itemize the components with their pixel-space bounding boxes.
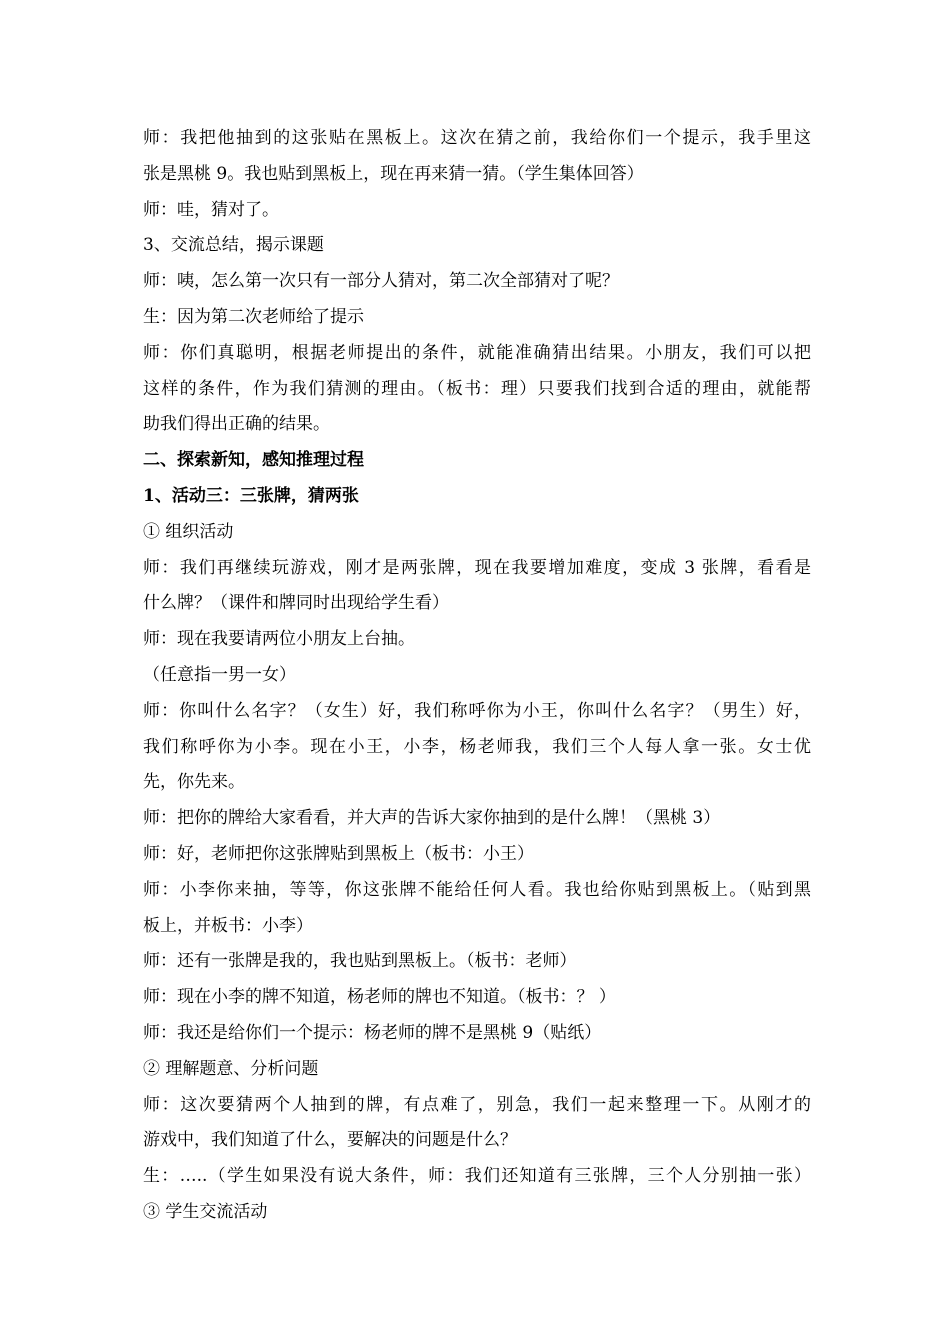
text-line: 我们称呼你为小李。现在小王，小李，杨老师我，我们三个人每人拿一张。女士优: [143, 736, 811, 757]
text-line: 师：好，老师把你这张牌贴到黑板上（板书：小王）: [143, 843, 534, 864]
text-line: 师：我还是给你们一个提示：杨老师的牌不是黑桃 9（贴纸）: [143, 1022, 602, 1043]
text-line: 师：我把他抽到的这张贴在黑板上。这次在猜之前，我给你们一个提示，我手里这: [143, 128, 811, 148]
subsection-heading: ③ 学生交流活动: [143, 1201, 268, 1222]
text-line: 师：现在我要请两位小朋友上台抽。: [143, 629, 415, 650]
text-line: 助我们得出正确的结果。: [143, 414, 330, 435]
text-line: 师：把你的牌给大家看看，并大声的告诉大家你抽到的是什么牌！（黑桃 3）: [143, 808, 721, 829]
section-heading: 3、交流总结，揭示课题: [143, 235, 324, 256]
text-line: 什么牌？（课件和牌同时出现给学生看）: [143, 593, 449, 614]
text-line: 先，你先来。: [143, 772, 245, 793]
text-line: 张是黑桃 9。我也贴到黑板上，现在再来猜一猜。（学生集体回答）: [143, 163, 644, 184]
text-line: 这样的条件，作为我们猜测的理由。（板书：理）只要我们找到合适的理由，就能帮: [143, 378, 811, 399]
document-page: [143, 121, 811, 1231]
text-line: 师：还有一张牌是我的，我也贴到黑板上。（板书：老师）: [143, 951, 577, 972]
text-line: 板上，并板书：小李）: [143, 915, 313, 936]
text-line: 生：因为第二次老师给了提示: [143, 306, 364, 327]
text-line: 师：这次要猜两个人抽到的牌，有点难了，别急，我们一起来整理一下。从刚才的: [143, 1094, 811, 1115]
section-heading: 二、探索新知，感知推理过程: [143, 450, 364, 471]
subsection-heading: ① 组织活动: [143, 521, 234, 542]
text-line: 师：你叫什么名字？（女生）好，我们称呼你为小王，你叫什么名字？（男生）好，: [143, 700, 811, 721]
text-line: 游戏中，我们知道了什么，要解决的问题是什么？: [143, 1130, 517, 1151]
text-line: 生：…..（学生如果没有说大条件，师：我们还知道有三张牌，三个人分别抽一张）: [143, 1166, 811, 1187]
text-line: 师：咦，怎么第一次只有一部分人猜对，第二次全部猜对了呢？: [143, 271, 619, 292]
text-line: 师：现在小李的牌不知道，杨老师的牌也不知道。（板书：？ ）: [143, 987, 616, 1008]
text-line: 师：你们真聪明，根据老师提出的条件，就能准确猜出结果。小朋友，我们可以把: [143, 342, 811, 363]
text-line: （任意指一男一女）: [143, 664, 296, 685]
text-line: 师：小李你来抽，等等，你这张牌不能给任何人看。我也给你贴到黑板上。（贴到黑: [143, 879, 811, 900]
section-heading: 1、活动三：三张牌，猜两张: [143, 485, 359, 506]
text-line: 师：哇，猜对了。: [143, 199, 279, 220]
subsection-heading: ② 理解题意、分析问题: [143, 1058, 319, 1079]
text-line: 师：我们再继续玩游戏，刚才是两张牌，现在我要增加难度，变成 3 张牌，看看是: [143, 557, 811, 578]
